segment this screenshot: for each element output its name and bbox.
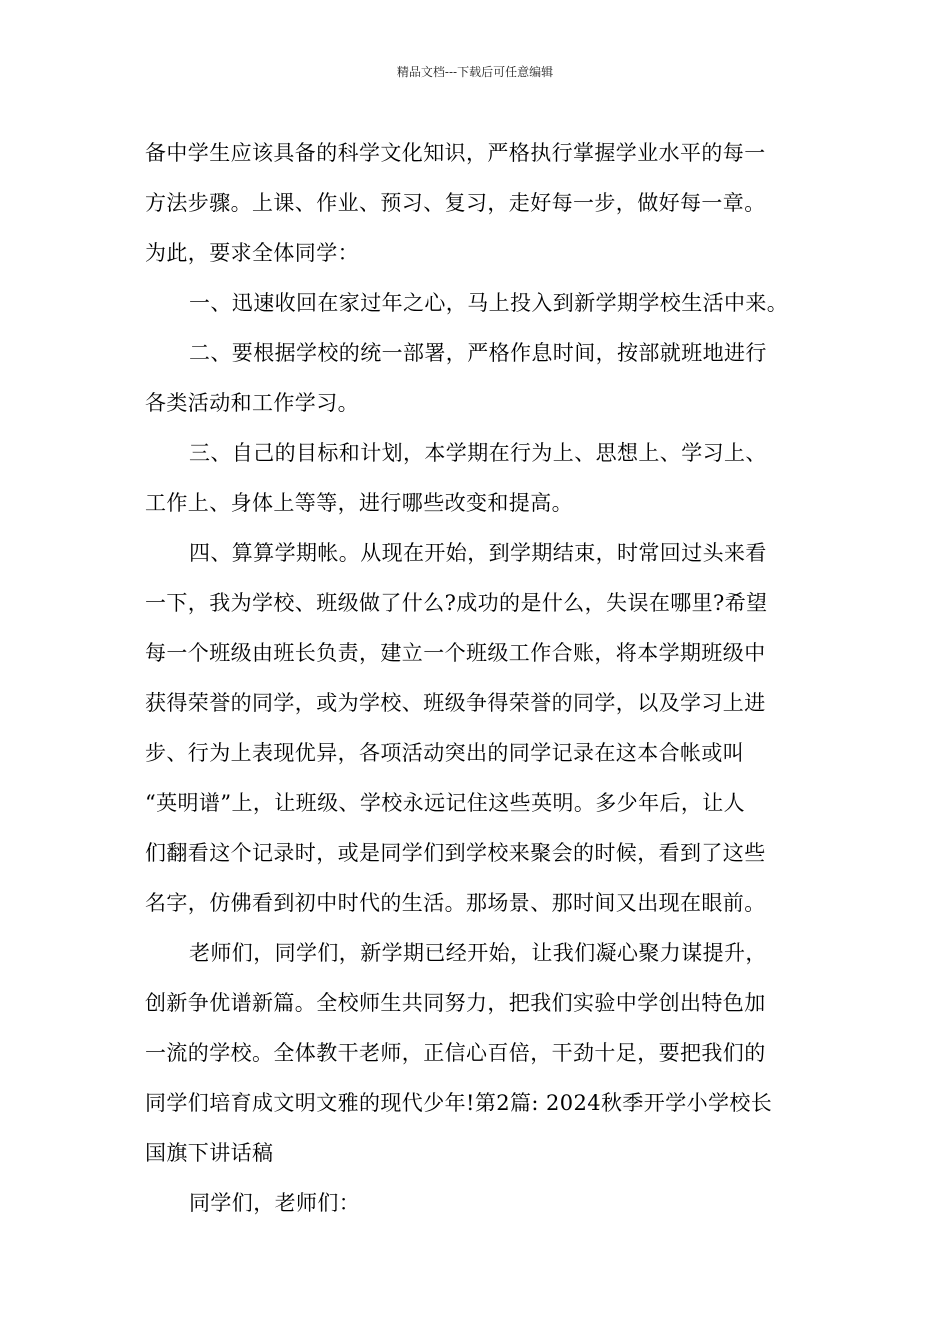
document-body — [145, 133, 813, 1233]
text-line: 国旗下讲话稿 — [145, 1141, 274, 1165]
text-line: 三、自己的目标和计划，本学期在行为上、思想上、学习上、 — [189, 441, 767, 465]
text-line: 备中学生应该具备的科学文化知识，严格执行掌握学业水平的每一 — [145, 141, 766, 165]
text-line: 方法步骤。上课、作业、预习、复习，走好每一步，做好每一章。 — [145, 191, 766, 215]
text-line: 各类活动和工作学习。 — [145, 391, 359, 415]
text-line: 每一个班级由班长负责，建立一个班级工作合账，将本学期班级中 — [145, 641, 766, 665]
text-line: 同学们培育成文明文雅的现代少年!第2篇: 2024秋季开学小学校长 — [145, 1091, 773, 1115]
text-line: 获得荣誉的同学，或为学校、班级争得荣誉的同学，以及学习上进 — [145, 691, 766, 715]
text-line: 创新争优谱新篇。全校师生共同努力，把我们实验中学创出特色加 — [145, 991, 766, 1015]
text-line: 四、算算学期帐。从现在开始，到学期结束，时常回过头来看 — [189, 541, 767, 565]
text-line: “英明谱”上，让班级、学校永远记住这些英明。多少年后，让人 — [145, 791, 746, 815]
text-line: 名字，仿佛看到初中时代的生活。那场景、那时间又出现在眼前。 — [145, 891, 766, 915]
text-line: 二、要根据学校的统一部署，严格作息时间，按部就班地进行 — [189, 341, 767, 365]
text-line: 工作上、身体上等等，进行哪些改变和提高。 — [145, 491, 573, 515]
text-line: 步、行为上表现优异，各项活动突出的同学记录在这本合帐或叫 — [145, 741, 745, 765]
text-line: 老师们，同学们，新学期已经开始，让我们凝心聚力谋提升， — [189, 941, 767, 965]
text-line: 一、迅速收回在家过年之心，马上投入到新学期学校生活中来。 — [189, 291, 789, 315]
text-line: 们翻看这个记录时，或是同学们到学校来聚会的时候，看到了这些 — [145, 841, 766, 865]
page-header: 精品文档---下载后可任意编辑 — [396, 65, 554, 79]
text-line: 一流的学校。全体教干老师，正信心百倍，干劲十足，要把我们的 — [145, 1041, 766, 1065]
text-line: 一下，我为学校、班级做了什么?成功的是什么，失误在哪里?希望 — [145, 591, 768, 615]
text-line: 为此，要求全体同学： — [145, 241, 359, 265]
text-line: 同学们，老师们： — [189, 1191, 361, 1215]
